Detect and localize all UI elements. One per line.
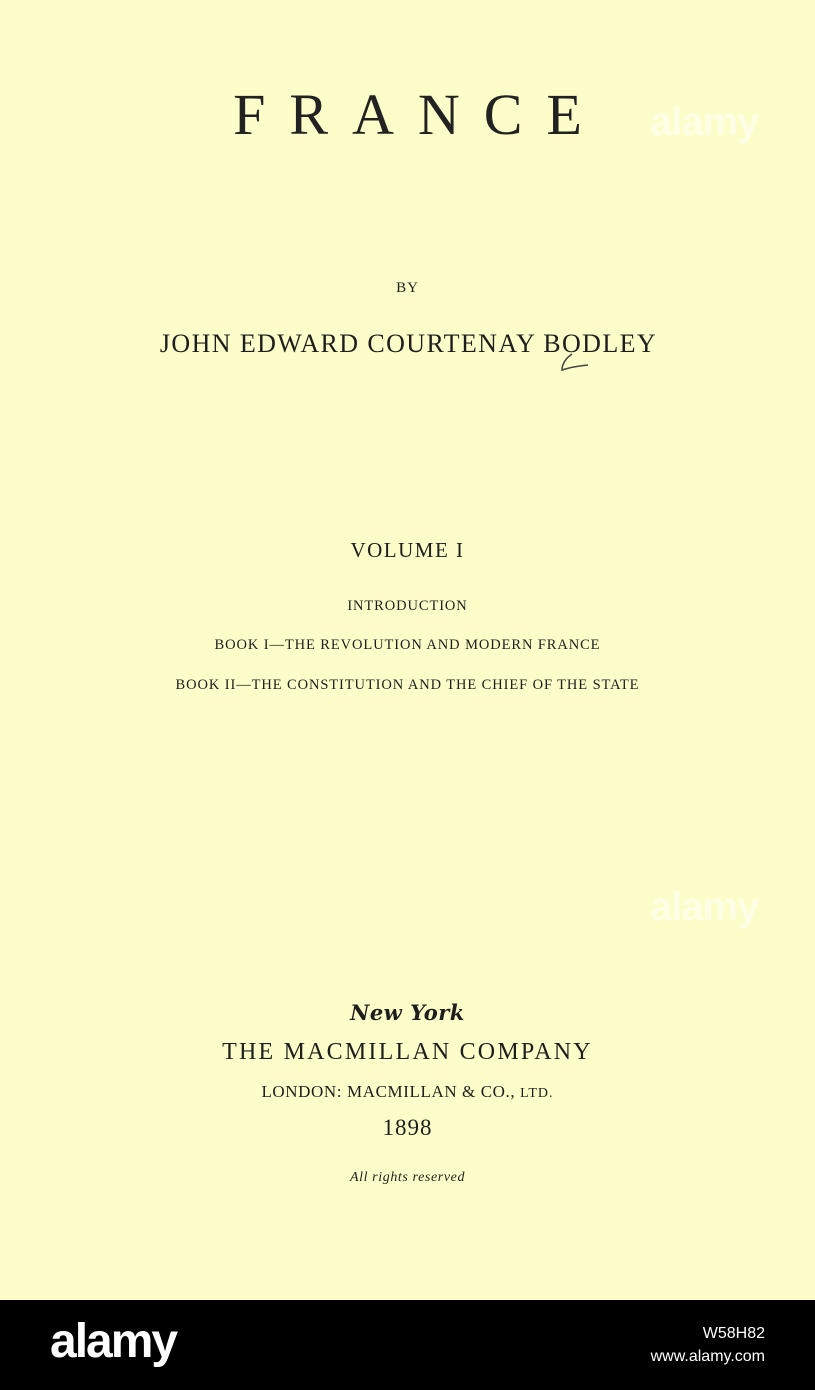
byline: BY: [396, 280, 419, 296]
publisher-name: THE MACMILLAN COMPANY: [222, 1039, 593, 1065]
image-id: W58H82: [702, 1325, 765, 1342]
contents-item: BOOK I—THE REVOLUTION AND MODERN FRANCE: [214, 637, 601, 653]
stock-footer: [0, 1300, 815, 1390]
author-name: JOHN EDWARD COURTENAY BODLEY: [159, 329, 658, 358]
rights-notice: All rights reserved: [349, 1170, 466, 1185]
contents-item: BOOK II—THE CONSTITUTION AND THE CHIEF OF THE STATE: [175, 677, 640, 693]
pencil-mark-icon: [558, 350, 592, 374]
volume-label: VOLUME I: [350, 538, 465, 562]
book-title: FRANCE: [233, 82, 606, 147]
footer-info: [651, 1322, 765, 1368]
london-imprint: [0, 1083, 815, 1101]
watermark: alamy: [650, 100, 759, 144]
watermark: alamy: [650, 885, 759, 929]
london-imprint-suffix: LTD.: [520, 1086, 554, 1101]
publication-year: 1898: [382, 1115, 433, 1140]
footer-logo: alamy: [50, 1315, 177, 1368]
contents-item: INTRODUCTION: [347, 598, 468, 614]
imprint-place: New York: [350, 1000, 465, 1025]
london-imprint-text: LONDON: MACMILLAN & CO.,: [261, 1082, 516, 1101]
site-url: www.alamy.com: [650, 1348, 765, 1366]
